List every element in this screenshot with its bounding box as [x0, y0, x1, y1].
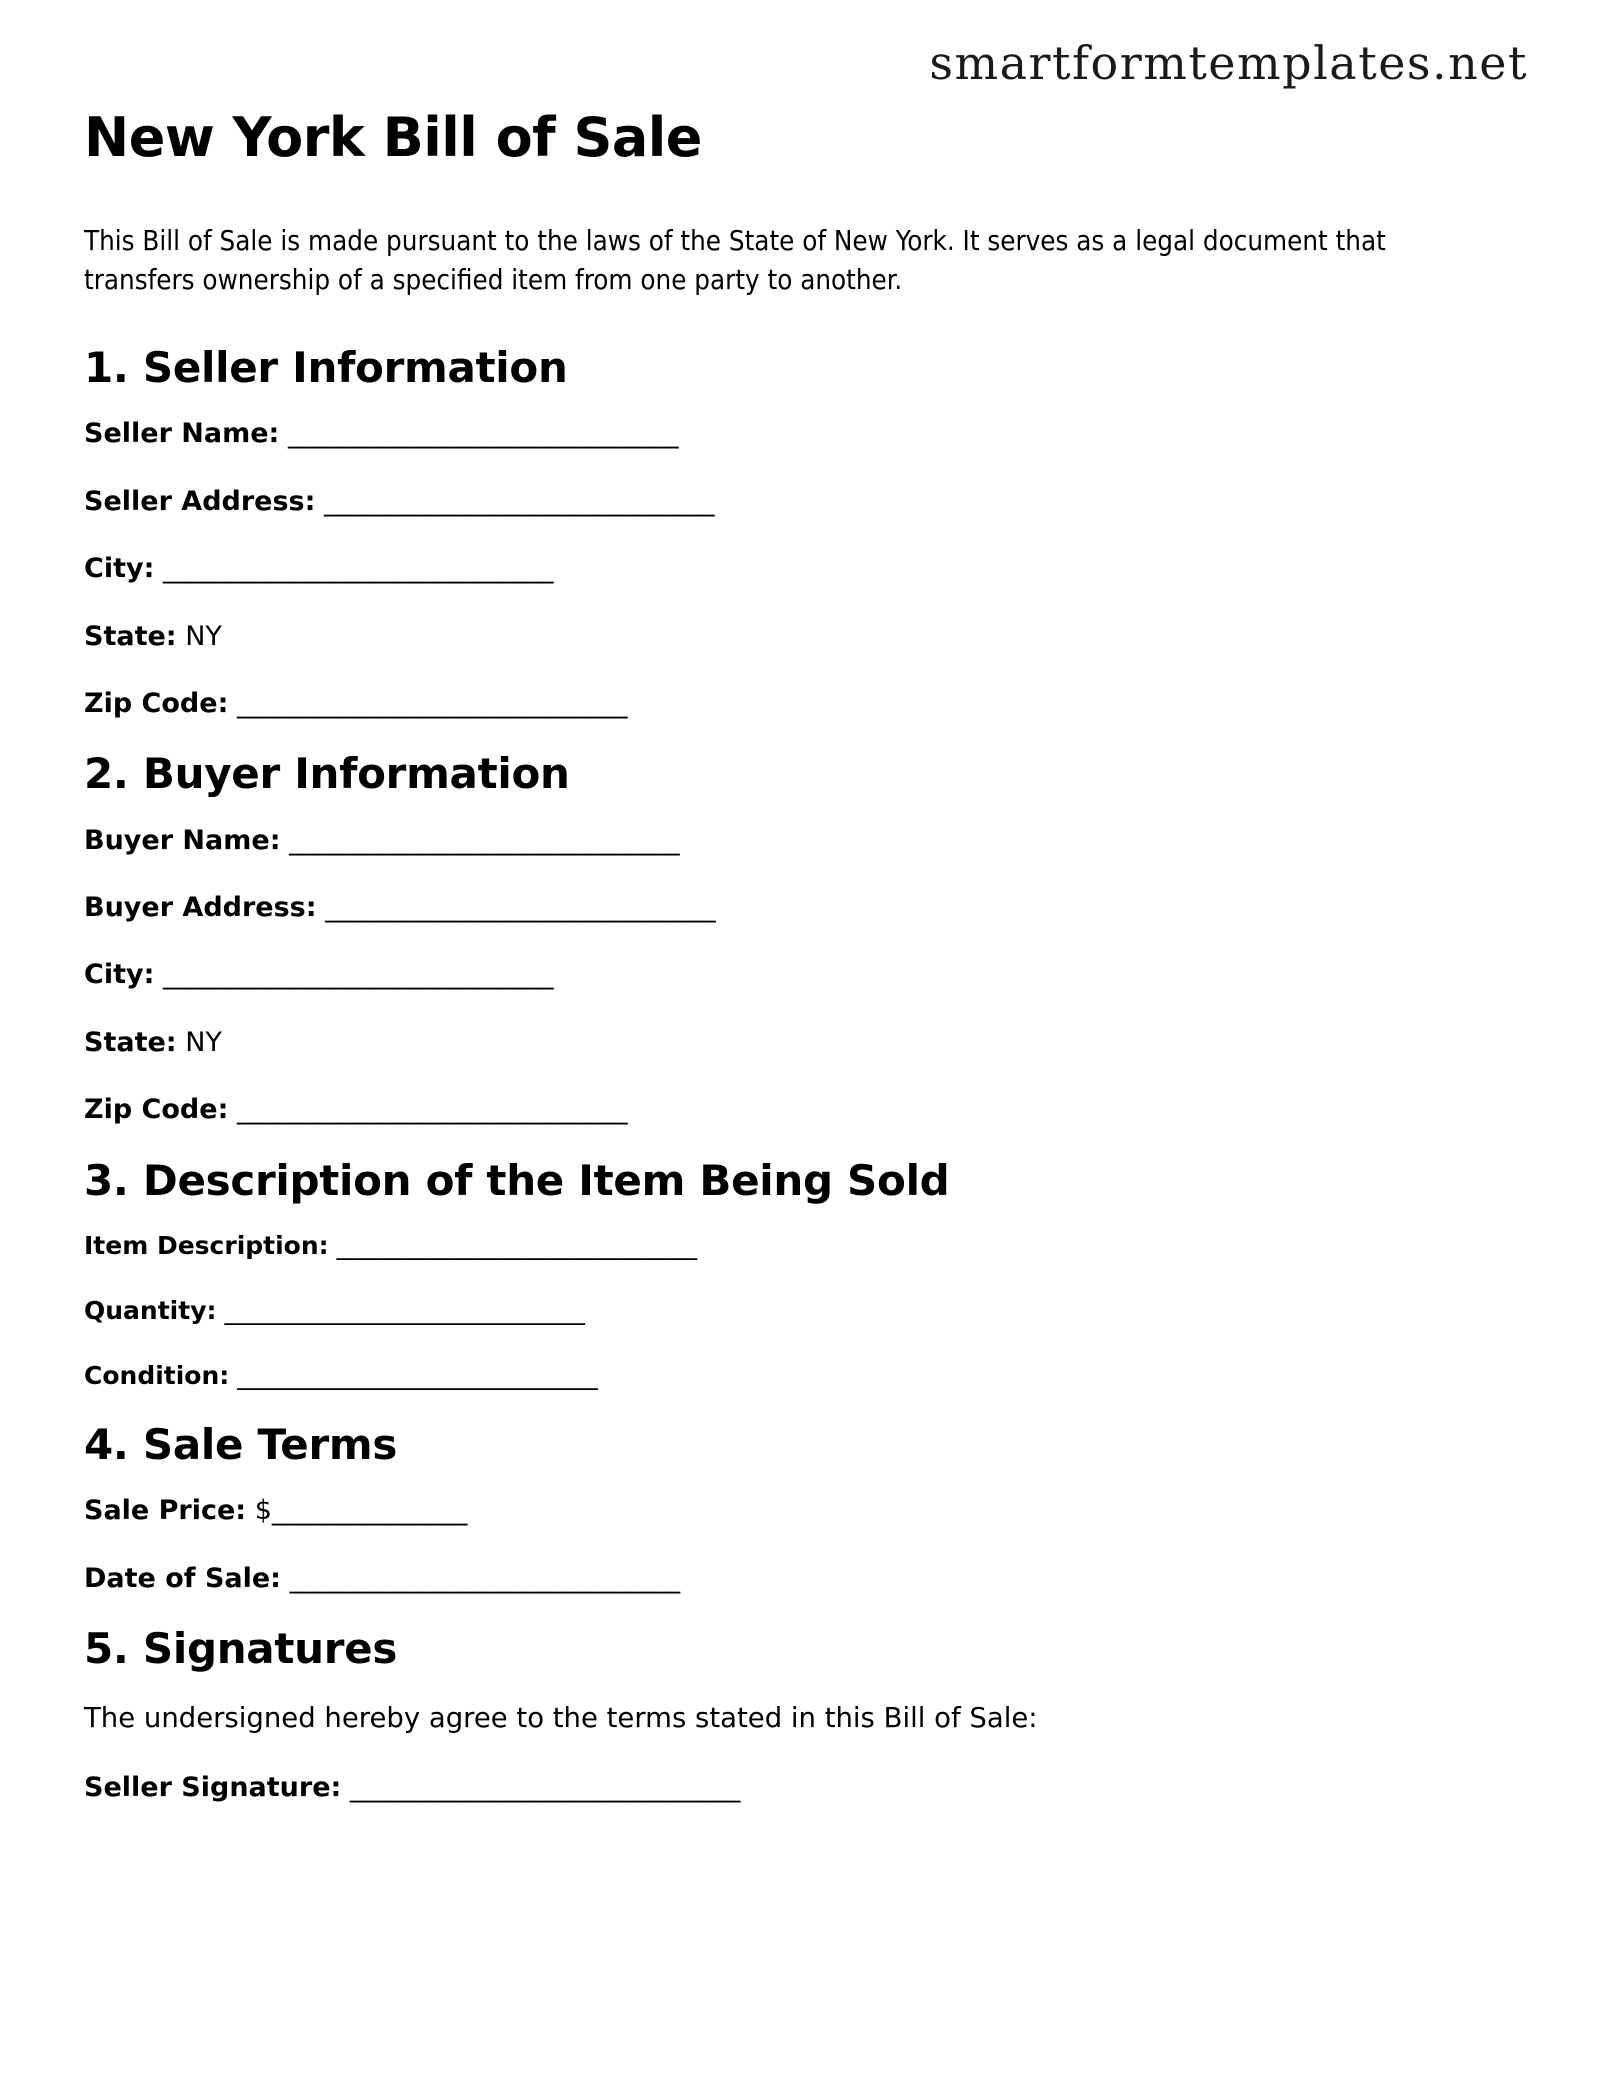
- page-title: New York Bill of Sale: [84, 106, 702, 169]
- field-blank-line[interactable]: ______________________________: [162, 553, 553, 585]
- field-seller-zip-code: [84, 688, 1534, 720]
- field-buyer-state: [84, 1027, 1534, 1059]
- field-label: Buyer Address:: [84, 892, 317, 924]
- currency-symbol: $: [254, 1495, 272, 1527]
- field-label: Item Description:: [84, 1230, 329, 1260]
- section-buyer-information: [84, 750, 1534, 1126]
- field-sale-price: [84, 1495, 1534, 1527]
- field-blank-line[interactable]: ______________________________: [349, 1772, 740, 1804]
- site-watermark: smartformtemplates.net: [929, 36, 1528, 90]
- field-blank-line[interactable]: ______________________________: [162, 959, 553, 991]
- field-label: Sale Price:: [84, 1495, 247, 1527]
- field-label: Buyer Name:: [84, 824, 281, 856]
- field-seller-city: [84, 553, 1534, 585]
- section-heading: 4. Sale Terms: [84, 1419, 398, 1469]
- field-blank-line[interactable]: ______________________________: [287, 418, 678, 450]
- field-label: Zip Code:: [84, 687, 229, 719]
- field-date-of-sale: [84, 1563, 1534, 1595]
- field-blank-line[interactable]: ______________________________: [324, 485, 715, 517]
- field-buyer-zip-code: [84, 1094, 1534, 1126]
- field-blank-line[interactable]: ______________________________: [224, 1295, 585, 1325]
- section-heading: 2. Buyer Information: [84, 749, 570, 799]
- signature-note: The undersigned hereby agree to the terms stated in this Bill of Sale:: [84, 1702, 1038, 1735]
- field-buyer-name: [84, 825, 1534, 857]
- field-buyer-city: [84, 959, 1534, 991]
- field-blank-line[interactable]: ______________________________: [237, 1360, 598, 1390]
- field-blank-line[interactable]: ______________________________: [336, 1230, 697, 1260]
- field-label: City:: [84, 959, 155, 991]
- field-label: Seller Signature:: [84, 1772, 342, 1804]
- field-seller-state: [84, 621, 1534, 653]
- document-body: [84, 222, 1534, 1835]
- field-blank-line[interactable]: _______________: [271, 1495, 467, 1527]
- field-label: Quantity:: [84, 1295, 217, 1325]
- field-seller-address: [84, 486, 1534, 518]
- field-label: Seller Address:: [84, 485, 316, 517]
- field-seller-signature: [84, 1772, 1534, 1804]
- intro-paragraph: This Bill of Sale is made pursuant to the laws of the State of New York. It serves as a legal document that transfers ownership of a specified item from one party to another.: [84, 225, 1386, 297]
- field-label: Condition:: [84, 1360, 230, 1390]
- field-condition: [84, 1361, 1534, 1391]
- section-signatures: [84, 1625, 1534, 1805]
- field-label: State:: [84, 620, 177, 652]
- section-heading: 1. Seller Information: [84, 343, 568, 393]
- field-quantity: [84, 1296, 1534, 1326]
- field-blank-line[interactable]: ______________________________: [236, 1094, 627, 1126]
- section-heading: 5. Signatures: [84, 1623, 398, 1673]
- field-label: Zip Code:: [84, 1094, 229, 1126]
- field-value: NY: [185, 1026, 222, 1058]
- field-seller-name: [84, 418, 1534, 450]
- field-blank-line[interactable]: ______________________________: [236, 687, 627, 719]
- field-blank-line[interactable]: ______________________________: [289, 824, 680, 856]
- section-item-description: [84, 1157, 1534, 1391]
- field-label: Date of Sale:: [84, 1562, 281, 1594]
- field-blank-line[interactable]: ______________________________: [325, 892, 716, 924]
- field-label: State:: [84, 1026, 177, 1058]
- section-heading: 3. Description of the Item Being Sold: [84, 1155, 950, 1205]
- section-sale-terms: [84, 1421, 1534, 1595]
- field-label: Seller Name:: [84, 418, 280, 450]
- field-label: City:: [84, 553, 155, 585]
- field-value: NY: [185, 620, 222, 652]
- field-buyer-address: [84, 892, 1534, 924]
- field-item-description: [84, 1231, 1534, 1261]
- section-seller-information: [84, 344, 1534, 720]
- field-blank-line[interactable]: ______________________________: [289, 1562, 680, 1594]
